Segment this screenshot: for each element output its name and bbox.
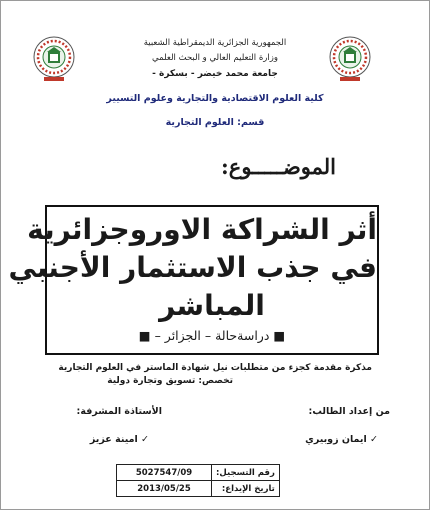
title-line-2: في جذب الاستثمار الأجنبي: [8, 251, 377, 284]
memo-statement: مذكرة مقدمة كجزء من متطلبات نيل شهادة الماستر في العلوم التجارية: [58, 363, 372, 373]
registration-number-label: رقم التسجيل:: [212, 465, 280, 481]
republic-line: الجمهورية الجزائرية الديمقراطية الشعبية: [143, 38, 287, 48]
case-study-line: ■ دراسةحالة – الجزائر – ■: [138, 328, 286, 343]
ministry-line: وزارة التعليم العالي و البحث العلمي: [152, 53, 278, 63]
supervisor-name: ✓ امينة عزيز: [89, 434, 149, 445]
prepared-by-label: من إعداد الطالب:: [308, 406, 390, 417]
supervisor-label: الأستاذة المشرفة:: [76, 406, 162, 417]
subject-label: الموضـــــوع:: [221, 154, 336, 179]
department-line: قسم: العلوم التجارية: [165, 117, 265, 128]
deposit-date-value: 2013/05/25: [117, 481, 212, 497]
table-row: [117, 481, 280, 497]
specialty-line: تخصص: تسويق وتجارة دولية: [107, 376, 233, 386]
registration-number-value: 5027547/09: [117, 465, 212, 481]
student-name: ✓ ايمان زوبيري: [305, 434, 378, 445]
title-line-3: المباشر: [159, 289, 265, 322]
faculty-line: كلية العلوم الاقتصادية والتجارية وعلوم التسيير: [106, 93, 324, 104]
title-line-1: أثر الشراكة الاوروجزائرية: [27, 213, 377, 246]
title-box: [8, 205, 379, 355]
registration-table: [116, 464, 280, 497]
deposit-date-label: تاريخ الإيداع:: [212, 481, 280, 497]
table-row: [117, 465, 280, 481]
university-line: جامعة محمد خيضر - بسكرة -: [152, 69, 278, 79]
